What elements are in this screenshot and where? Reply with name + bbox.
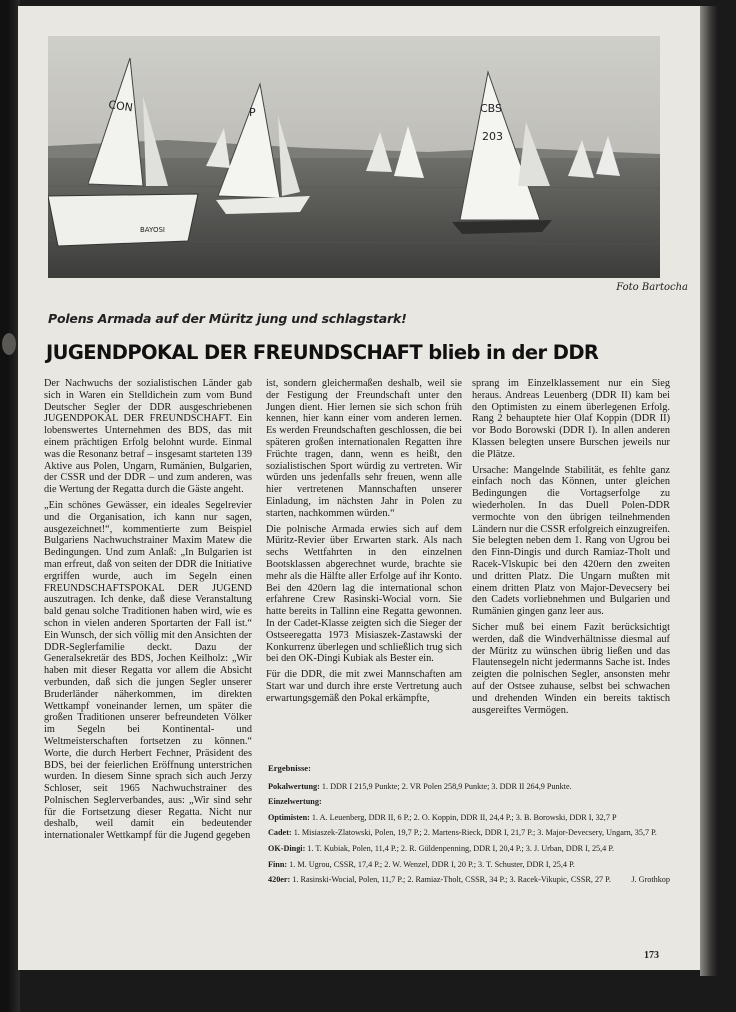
paragraph: sprang im Einzelklassement nur ein Sieg heraus. Andreas Leuenberg (DDR II) kam bei den Optimisten zu einem überlegenen Erfolg. Rang 2 behauptete hier Olaf Koppin (DDR II) vor Bodo Borowski (DDR I). In allen anderen Klassen belegten unsere Burschen jeweils nur die Plätze.: [472, 378, 670, 460]
result-optimisten: [268, 813, 670, 823]
text-column-3: [472, 378, 670, 720]
paragraph: Der Nachwuchs der sozialistischen Länder gab sich in Waren ein Stelldichein zum vom Bund Deutscher Segler der DDR ausgeschriebenen JUGENDPOKAL DER FREUNDSCHAFT. Ein lobenswertes Unternehmen des BDS, das mit einem prächtigen Erfolg belohnt wurde. Einmal was die Resonanz betraf – insgesamt starteten 139 Aktive aus Polen, Ungarn, Rumänien, Bulgarien, der CSSR und der DDR – und zum anderen, was die Wertung der Regatta durch die Gäste angeht.: [44, 378, 252, 496]
cup-ranking-label: Pokalwertung:: [268, 781, 320, 791]
class-result: 1. T. Kubiak, Polen, 11,4 P.; 2. R. Güldenpenning, DDR I, 20,4 P.; 3. J. Urban, DDR I, 25,4 P.: [307, 843, 615, 853]
cup-ranking-text: 1. DDR I 215,9 Punkte; 2. VR Polen 258,9 Punkte; 3. DDR II 264,9 Punkte.: [321, 781, 572, 791]
individual-heading: Einzelwertung:: [268, 797, 322, 807]
sailboats-illustration: [48, 36, 660, 278]
class-result: 1. M. Ugrou, CSSR, 17,4 P.; 2. W. Wenzel, DDR I, 20 P.; 3. T. Schuster, DDR I, 25,4 P.: [289, 859, 575, 869]
text-column-2: [266, 378, 462, 709]
result-cadet: [268, 828, 670, 838]
text-column-1: [44, 378, 252, 846]
result-420er: [268, 875, 670, 885]
results-heading: Ergebnisse:: [268, 763, 311, 773]
boat-name: BAYOSI: [140, 226, 165, 234]
page-left-edge: [0, 0, 20, 1012]
class-result: 1. Rasinski-Wocial, Polen, 11,7 P.; 2. Ramiaz-Tholt, CSSR, 34 P.; 3. Racek-Vikupic, CSSR, 27 P.: [292, 875, 611, 885]
photo-credit: Foto Bartocha: [616, 282, 688, 293]
paragraph: „Ein schönes Gewässer, ein ideales Segelrevier und die Organisation, ich kann nur sagen, ausgezeichnet!“, kommentierte zum Beispiel Bulgariens Nachwuchstrainer Maxim Matew die Bedingungen. Und zum Anlaß: „In Bulgarien ist man erfreut, daß von seiten der DDR die Initiative ergriffen wurde, auch im Segeln einen FREUNDSCHAFTSPOKAL DER JUGEND auszutragen. Ich denke, daß diese Veranstaltung bald genau solche Traditionen haben wird, wie es schon in vielen anderen Sportarten der Fall ist.“ Ein Wunsch, der sich völlig mit den Ansichten der DDR-Seglerfamilie deckt. Dazu der Generalsekretär des BDS, Jochen Keilholz: „Wir haben mit dieser Regatta vor allem die Absicht verbunden, daß sich die jungen Segler unserer Bruderländer näherkommen, im direkten Wettkampf voneinander lernen, um später die großen Traditionen unserer befreundeten Völker im Segeln bei Kontinental- und Weltmeisterschaften fortsetzen zu können.“ Worte, die durch Herbert Fechner, Präsident des BDS, bei der feierlichen Eröffnung unterstrichen wurden. In diesem Sinne sprach sich auch Jerzy Schloser, seit 1965 Nachwuchstrainer des Polnischen Seglerverbandes, aus: „Wir sind sehr für die Fortsetzung dieser Regatta. Nicht nur deshalb, weil damit ein bedeutender internationaler Wettkampf für die Jugend gegeben: [44, 499, 252, 842]
class-label: Finn:: [268, 859, 288, 869]
sail-mark-con: CON: [107, 98, 134, 115]
paragraph: Sicher muß bei einem Fazit berücksichtigt werden, daß die Windverhältnisse diesmal auf der Müritz zu wünschen übrig ließen und das Flautensegeln nicht jedermanns Sache ist. Indes zeigten die polnischen Segler, ansonsten mehr auf der Ostsee zuhause, selbst bei schwachen und drehenden Winden ein bereits taktisch ausgereiftes Vermögen.: [472, 621, 670, 716]
paragraph: Ursache: Mangelnde Stabilität, es fehlte ganz einfach noch das Können, unter gleichen Bedingungen die Vortagserfolge zu wiederholen. In das Duell Polen-DDR vermochte von den übrigen teilnehmenden Ländern nur die CSSR erfolgreich einzugreifen. Sie belegten neben dem 1. Rang von Ugrou bei den Finn-Dingis und durch Ramiaz-Tholt und Racek-Vlskupic bei den 420ern den zweiten und dritten Platz. Die Ungarn mußten mit einem dritten Platz von Major-Devecsery bei den Cadets vorliebnehmen und Bulgarien und Rumänien gingen ganz leer aus.: [472, 464, 670, 618]
sail-mark-203: 203: [482, 130, 503, 143]
sail-mark-p: P: [249, 106, 256, 119]
cup-ranking: [268, 782, 670, 792]
result-finn: [268, 860, 670, 870]
results-box: [268, 764, 670, 891]
sail-mark-cbs: CBS: [480, 102, 503, 115]
result-ok-dingi: [268, 844, 670, 854]
author-signature: J. Grothkop: [631, 875, 670, 885]
paragraph: Für die DDR, die mit zwei Mannschaften am Start war und durch ihre erste Vertretung auch erwartungsgemäß den Pokal erkämpfte,: [266, 669, 462, 704]
class-result: 1. Misiaszek-Zlatowski, Polen, 19,7 P.; 2. Martens-Rieck, DDR I, 21,7 P.; 3. Major-Devecsery, Ungarn, 35,7 P.: [293, 828, 657, 838]
page-right-edge: [700, 6, 718, 976]
class-label: OK-Dingi:: [268, 843, 306, 853]
paragraph: ist, sondern gleichermaßen deshalb, weil sie der Festigung der Freundschaft unter den Jungen dient. Hier lernen sie sich schon früh kennen, hier kann einer vom anderen lernen. Es werden Freundschaften geschlossen, die bei späteren großen internationalen Regatten ihre Früchte tragen, dann, wenn es heißt, den sozialistischen Sport würdig zu vertreten. Wir würden uns jedenfalls sehr freuen, wenn alle hier vertretenen Mannschaften unserer Einladung, im nächsten Jahr in Polen zu starten, nachkommen würden.“: [266, 378, 462, 519]
binding-mark: [2, 333, 16, 355]
class-result: 1. A. Leuenberg, DDR II, 6 P.; 2. O. Koppin, DDR II, 24,4 P.; 3. B. Borowski, DDR I, 32,7 P: [311, 812, 617, 822]
class-label: 420er:: [268, 875, 291, 885]
class-label: Optimisten:: [268, 812, 310, 822]
regatta-photo: [48, 36, 660, 278]
subheadline: Polens Armada auf der Müritz jung und schlagstark!: [48, 311, 407, 326]
paragraph: Die polnische Armada erwies sich auf dem Müritz-Revier über Erwarten stark. Als nach sechs Wettfahrten in den einzelnen Bootsklassen abgerechnet wurde, brachte sie mehr als die Hälfte aller Erfolge auf ihr Konto. Bei den 420ern lag die international schon erfahrene Crew Rasinski-Wocial vorn. Sie hatte bereits in Tallinn eine Regatta gewonnen. In der Cadet-Klasse zeigten sich die Sieger der Ostseeregatta 1973 Misiaszek-Zastawski der Konkurrenz überlegen und schließlich trug sich bei den OK-Dingi Kubiak als Bester ein.: [266, 523, 462, 665]
article-headline: JUGENDPOKAL DER FREUNDSCHAFT blieb in der DDR: [46, 341, 599, 364]
page-number: 173: [644, 950, 659, 961]
magazine-page: [18, 6, 700, 970]
class-label: Cadet:: [268, 828, 292, 838]
